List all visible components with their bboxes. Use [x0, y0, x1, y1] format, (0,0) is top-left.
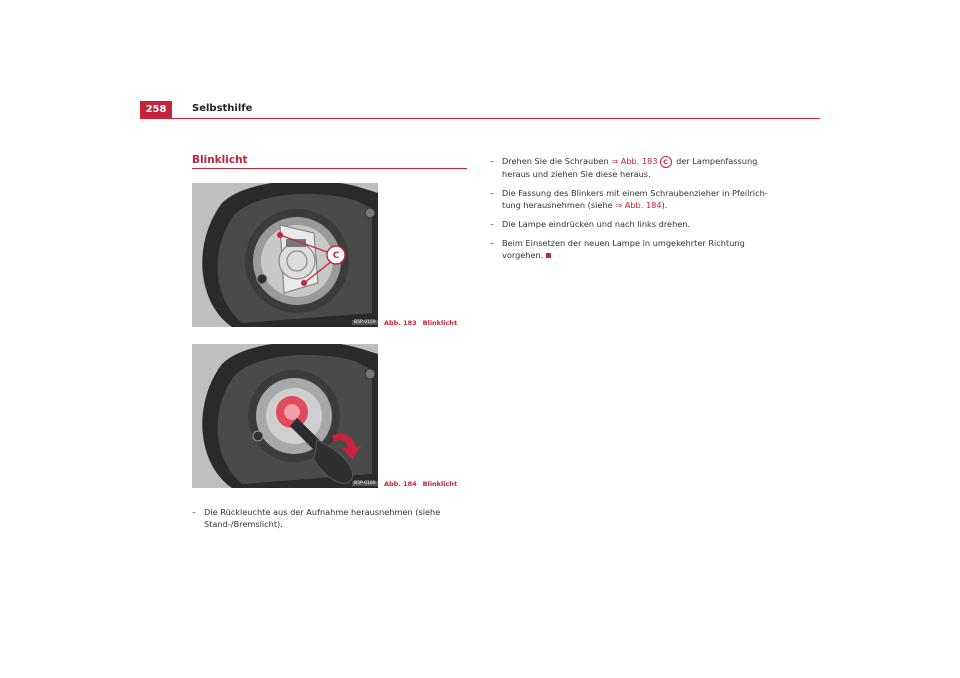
- dash-icon: –: [490, 237, 495, 248]
- left-step-list: [192, 506, 470, 537]
- figure-184-code: B5P-0160: [354, 481, 376, 486]
- right-step-list: [490, 155, 775, 268]
- right-step-item-2: [490, 187, 775, 211]
- step-3-text: Die Lampe eindrücken und nach links drehen.: [502, 218, 691, 229]
- dash-icon: –: [490, 218, 495, 229]
- callout-c-badge: C: [660, 156, 672, 168]
- figure-183-code: B5P-0159: [354, 320, 376, 325]
- figure-callout-c: C: [332, 251, 340, 261]
- right-step-item-4: [490, 237, 775, 261]
- section-divider: [192, 168, 467, 169]
- figure-184-caption-text: Blinklicht: [422, 480, 458, 488]
- left-step-text: Die Rückleuchte aus der Aufnahme herausnehmen (siehe Stand-/Bremslicht).: [204, 507, 441, 529]
- dash-icon: –: [192, 507, 197, 517]
- red-square-end-icon: [546, 253, 551, 258]
- left-step-item: [192, 506, 470, 530]
- figure-184-label: Abb. 184: [384, 480, 417, 488]
- dash-icon: –: [490, 156, 495, 166]
- figure-183-link[interactable]: ⇒ Abb. 183: [611, 156, 658, 166]
- step-4-text: Beim Einsetzen der neuen Lampe in umgekehrter Richtung vorgehen.: [502, 237, 745, 260]
- figure-183-label: Abb. 183: [384, 319, 417, 327]
- page-header-title: Selbsthilfe: [192, 103, 253, 114]
- header-divider: [140, 118, 820, 119]
- dash-icon: –: [490, 187, 495, 198]
- step-1-text-post: der Lampenfassung heraus und ziehen Sie diese heraus.: [502, 156, 758, 179]
- figure-183-image: [192, 183, 378, 327]
- step-2-text-post: ).: [661, 199, 668, 210]
- right-step-item-1: [490, 155, 775, 180]
- figure-183-caption-text: Blinklicht: [422, 319, 458, 327]
- right-step-item-3: [490, 218, 775, 230]
- step-2-text-pre: Die Fassung des Blinkers mit einem Schraubenzieher in Pfeilrich-tung herausnehmen (siehe: [502, 187, 768, 210]
- figure-184-caption: [384, 480, 457, 488]
- figure-183-caption: [384, 319, 457, 327]
- figure-184-image: [192, 344, 378, 488]
- figure-184-link[interactable]: ⇒ Abb. 184: [615, 199, 662, 210]
- section-title: Blinklicht: [192, 154, 248, 166]
- page-number: 258: [140, 101, 172, 119]
- step-1-text-pre: Drehen Sie die Schrauben: [502, 156, 612, 166]
